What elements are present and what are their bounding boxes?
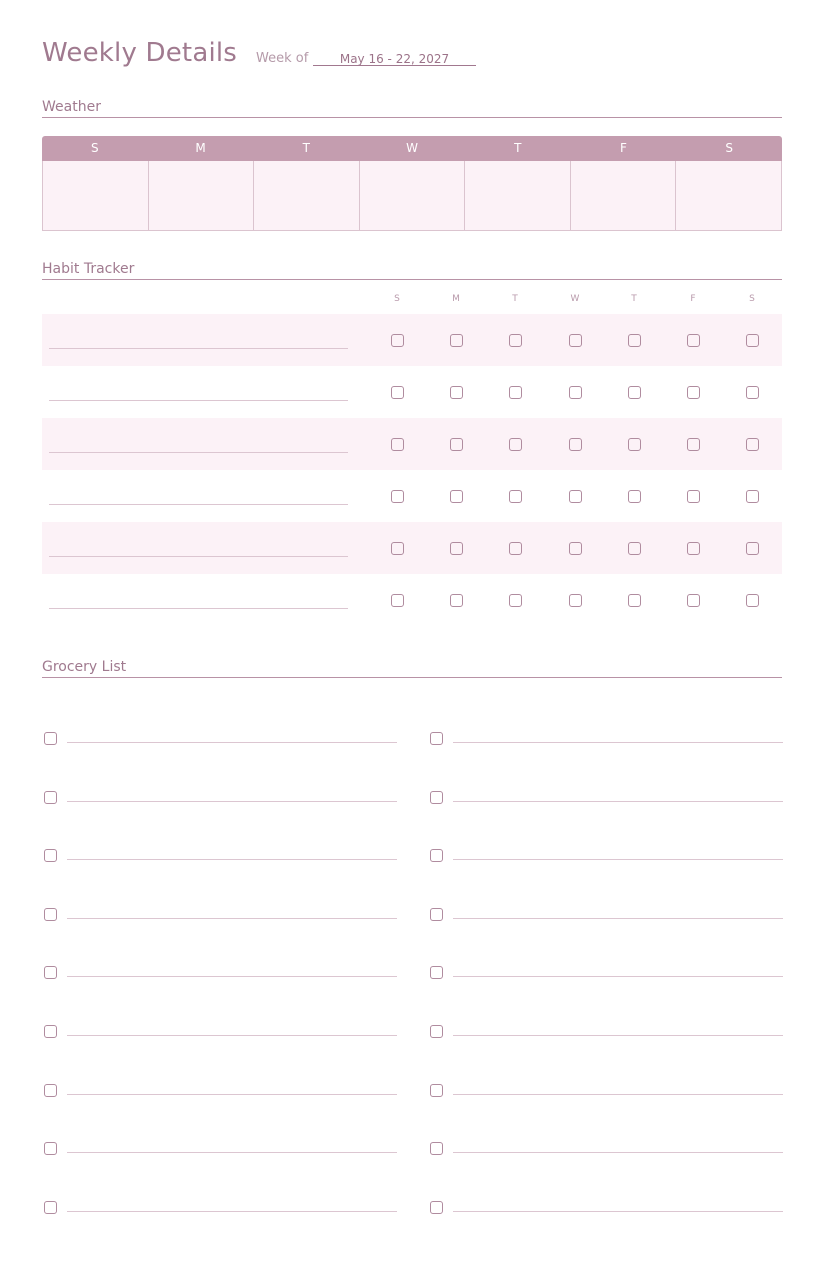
habit-checkbox[interactable] [391, 386, 404, 399]
grocery-item-field[interactable] [453, 801, 783, 802]
habit-day-label: T [631, 294, 637, 304]
habit-checkbox[interactable] [450, 594, 463, 607]
weather-cell[interactable] [149, 161, 255, 230]
habit-checkbox[interactable] [450, 490, 463, 503]
habit-day-label: T [512, 294, 518, 304]
weather-heading: Weather [42, 99, 782, 118]
grocery-checkbox[interactable] [44, 732, 57, 745]
habit-day-label: F [690, 294, 696, 304]
habit-checkbox[interactable] [746, 334, 759, 347]
weather-cell[interactable] [465, 161, 571, 230]
habit-name-field[interactable] [49, 348, 348, 349]
grocery-item-field[interactable] [67, 1152, 397, 1153]
habit-checkbox[interactable] [569, 438, 582, 451]
habit-row [42, 314, 782, 366]
habit-checkbox[interactable] [687, 594, 700, 607]
habit-checkbox[interactable] [450, 542, 463, 555]
habit-checkbox[interactable] [628, 334, 641, 347]
habit-checkbox[interactable] [687, 334, 700, 347]
habit-day-label: S [749, 294, 755, 304]
weather-day-label: T [302, 141, 310, 155]
habit-checkbox[interactable] [628, 438, 641, 451]
habit-row [42, 522, 782, 574]
grocery-item-field[interactable] [67, 859, 397, 860]
weather-cell[interactable] [43, 161, 149, 230]
grocery-checkbox[interactable] [44, 1084, 57, 1097]
weather-cell[interactable] [571, 161, 677, 230]
grocery-item [430, 849, 783, 869]
habit-name-field[interactable] [49, 452, 348, 453]
grocery-checkbox[interactable] [44, 966, 57, 979]
grocery-checkbox[interactable] [44, 1201, 57, 1214]
habit-checkbox[interactable] [746, 542, 759, 555]
weather-day-label: W [406, 141, 418, 155]
habit-checkbox[interactable] [391, 490, 404, 503]
habit-checkbox[interactable] [628, 542, 641, 555]
grocery-item [430, 1201, 783, 1221]
weather-day-label: F [620, 141, 627, 155]
habit-day-label: M [452, 294, 460, 304]
grocery-item-field[interactable] [453, 1094, 783, 1095]
grocery-item [44, 732, 397, 752]
grocery-item [44, 966, 397, 986]
habit-checkbox[interactable] [687, 386, 700, 399]
grocery-item [44, 1201, 397, 1221]
weather-cell[interactable] [676, 161, 781, 230]
habit-row [42, 470, 782, 522]
grocery-item [430, 908, 783, 928]
weather-day-label: S [725, 141, 733, 155]
grocery-item-field[interactable] [453, 1035, 783, 1036]
grocery-checkbox[interactable] [430, 732, 443, 745]
grocery-checkbox[interactable] [430, 1142, 443, 1155]
habit-checkbox[interactable] [746, 438, 759, 451]
habit-checkbox[interactable] [746, 594, 759, 607]
habit-checkbox[interactable] [628, 490, 641, 503]
weather-day-header [42, 136, 782, 161]
grocery-item [430, 966, 783, 986]
habit-checkbox[interactable] [687, 438, 700, 451]
habit-name-field[interactable] [49, 400, 348, 401]
habit-checkbox[interactable] [509, 386, 522, 399]
habit-name-field[interactable] [49, 556, 348, 557]
grocery-checkbox[interactable] [430, 908, 443, 921]
grocery-item [430, 732, 783, 752]
grocery-item-field[interactable] [67, 801, 397, 802]
habit-name-field[interactable] [49, 608, 348, 609]
habit-checkbox[interactable] [687, 490, 700, 503]
grocery-checkbox[interactable] [430, 966, 443, 979]
habit-checkbox[interactable] [509, 594, 522, 607]
habit-day-header [0, 294, 825, 308]
grocery-item-field[interactable] [453, 742, 783, 743]
grocery-item [44, 1025, 397, 1045]
grocery-checkbox[interactable] [44, 849, 57, 862]
grocery-item [44, 849, 397, 869]
habit-name-field[interactable] [49, 504, 348, 505]
habit-checkbox[interactable] [746, 490, 759, 503]
habit-checkbox[interactable] [746, 386, 759, 399]
habit-checkbox[interactable] [450, 386, 463, 399]
grocery-item-field[interactable] [453, 976, 783, 977]
habit-checkbox[interactable] [509, 490, 522, 503]
grocery-checkbox[interactable] [44, 791, 57, 804]
habit-checkbox[interactable] [569, 490, 582, 503]
grocery-item-field[interactable] [67, 918, 397, 919]
habit-checkbox[interactable] [509, 542, 522, 555]
habit-checkbox[interactable] [391, 438, 404, 451]
weather-day-label: S [91, 141, 99, 155]
weather-day-label: T [514, 141, 522, 155]
habit-checkbox[interactable] [391, 594, 404, 607]
habit-checkbox[interactable] [569, 334, 582, 347]
grocery-item [430, 1025, 783, 1045]
habit-checkbox[interactable] [509, 334, 522, 347]
habit-checkbox[interactable] [450, 438, 463, 451]
grocery-item [44, 908, 397, 928]
habit-checkbox[interactable] [391, 334, 404, 347]
habit-checkbox[interactable] [569, 594, 582, 607]
grocery-item-field[interactable] [453, 859, 783, 860]
week-of-label: Week of [256, 51, 309, 66]
grocery-checkbox[interactable] [44, 1142, 57, 1155]
grocery-item-field[interactable] [453, 1211, 783, 1212]
weather-cell[interactable] [254, 161, 360, 230]
habit-checkbox[interactable] [391, 542, 404, 555]
grocery-item [44, 1142, 397, 1162]
grocery-list-heading: Grocery List [42, 659, 782, 678]
habit-checkbox[interactable] [628, 594, 641, 607]
grocery-item-field[interactable] [67, 1094, 397, 1095]
grocery-item-field[interactable] [453, 1152, 783, 1153]
habit-checkbox[interactable] [509, 438, 522, 451]
week-of-field[interactable] [313, 48, 476, 66]
habit-tracker-heading: Habit Tracker [42, 261, 782, 280]
grocery-checkbox[interactable] [430, 1084, 443, 1097]
grocery-item-field[interactable] [67, 742, 397, 743]
habit-row [42, 574, 782, 626]
grocery-item [430, 1084, 783, 1104]
habit-checkbox[interactable] [628, 386, 641, 399]
page-title: Weekly Details [42, 38, 238, 68]
grocery-checkbox[interactable] [430, 1201, 443, 1214]
week-of-value: May 16 - 22, 2027 [339, 52, 450, 66]
habit-row [42, 418, 782, 470]
grocery-item-field[interactable] [67, 1211, 397, 1212]
habit-day-label: W [570, 294, 580, 304]
habit-checkbox[interactable] [569, 386, 582, 399]
grocery-checkbox[interactable] [44, 1025, 57, 1038]
grocery-item [44, 1084, 397, 1104]
grocery-item-field[interactable] [67, 1035, 397, 1036]
grocery-item [430, 791, 783, 811]
habit-checkbox[interactable] [687, 542, 700, 555]
grocery-checkbox[interactable] [430, 849, 443, 862]
weather-cell[interactable] [360, 161, 466, 230]
habit-checkbox[interactable] [569, 542, 582, 555]
weather-day-label: M [195, 141, 206, 155]
grocery-checkbox[interactable] [430, 791, 443, 804]
grocery-item [44, 791, 397, 811]
weather-grid [42, 161, 782, 231]
grocery-checkbox[interactable] [430, 1025, 443, 1038]
habit-day-label: S [394, 294, 400, 304]
grocery-checkbox[interactable] [44, 908, 57, 921]
grocery-item-field[interactable] [67, 976, 397, 977]
grocery-item [430, 1142, 783, 1162]
habit-row [42, 366, 782, 418]
grocery-item-field[interactable] [453, 918, 783, 919]
habit-checkbox[interactable] [450, 334, 463, 347]
